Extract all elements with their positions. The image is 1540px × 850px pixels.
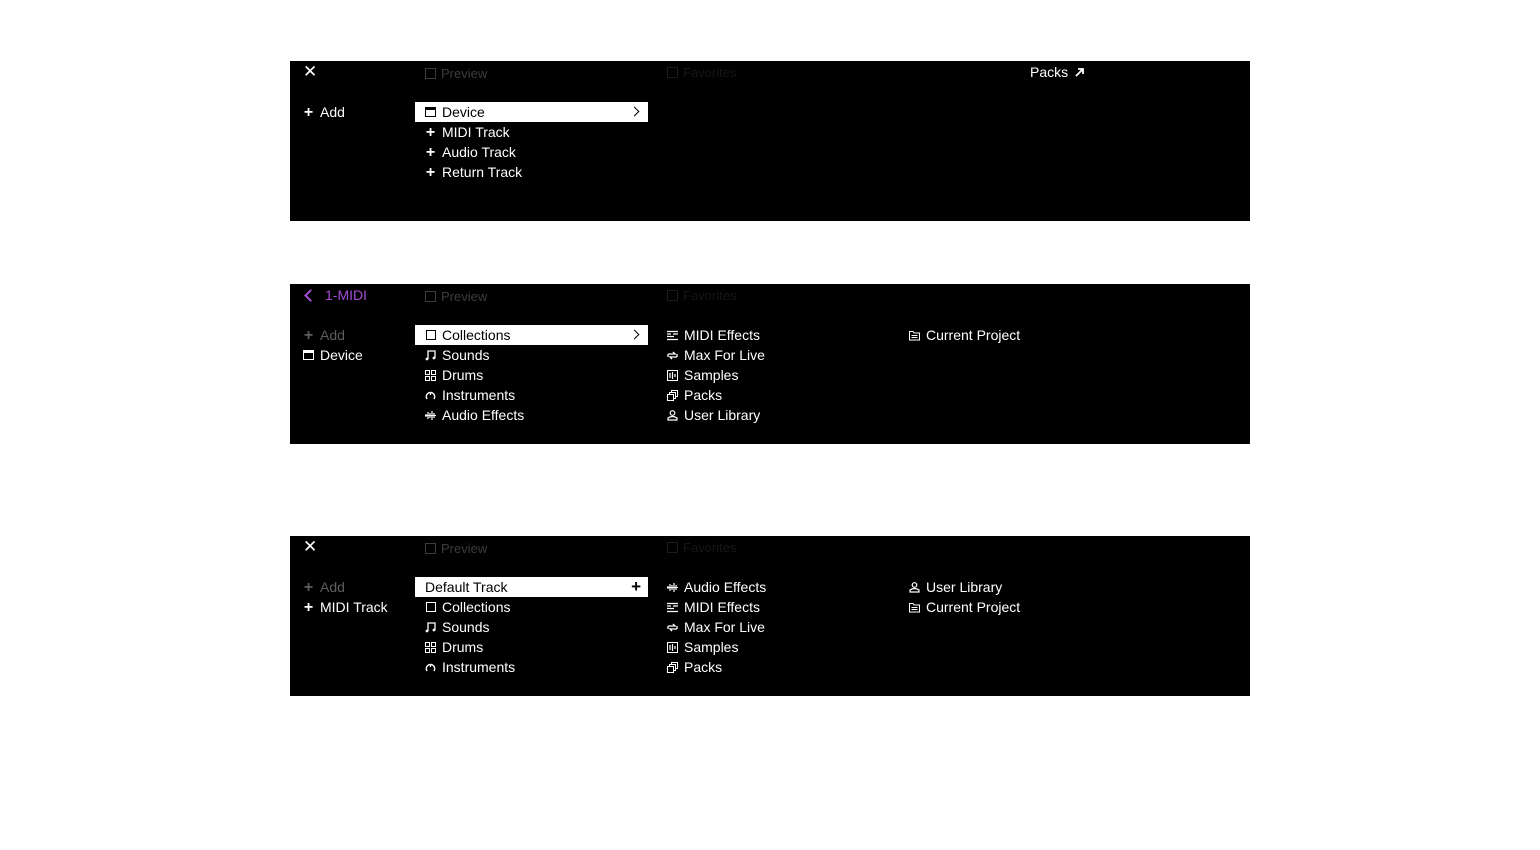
breadcrumb-column bbox=[303, 325, 363, 365]
plus-icon: + bbox=[631, 577, 641, 596]
midi-track-label: MIDI Track bbox=[320, 599, 388, 615]
category-list-2 bbox=[657, 325, 887, 425]
category-label: Packs bbox=[684, 387, 723, 403]
current-project-icon bbox=[909, 330, 920, 341]
category-label: User Library bbox=[684, 407, 761, 423]
packs-link-label: Packs bbox=[1030, 64, 1069, 80]
category-audio-effects[interactable] bbox=[657, 577, 887, 597]
chevron-right-icon bbox=[630, 330, 640, 340]
category-audio-effects[interactable] bbox=[415, 405, 648, 425]
samples-icon bbox=[667, 642, 678, 653]
category-label: Instruments bbox=[442, 659, 516, 675]
current-project-icon bbox=[909, 602, 920, 613]
packs-link[interactable] bbox=[1030, 63, 1085, 81]
category-label: Max For Live bbox=[684, 619, 765, 635]
category-collections[interactable] bbox=[415, 325, 648, 345]
device-label: Device bbox=[320, 347, 363, 363]
midi-effects-icon bbox=[667, 602, 678, 613]
add-label: Add bbox=[320, 327, 345, 343]
chevron-right-icon bbox=[630, 107, 640, 117]
add-menu-list bbox=[415, 102, 648, 182]
category-packs[interactable] bbox=[657, 657, 887, 677]
midi-effects-icon bbox=[667, 330, 678, 341]
category-midi-effects[interactable] bbox=[657, 325, 887, 345]
plus-icon: + bbox=[303, 598, 314, 616]
category-list bbox=[415, 577, 648, 677]
category-samples[interactable] bbox=[657, 637, 887, 657]
arrow-up-right-icon bbox=[1074, 67, 1085, 78]
max-for-live-icon bbox=[667, 350, 678, 361]
sounds-icon bbox=[425, 350, 436, 361]
drums-icon bbox=[425, 642, 436, 653]
menu-item-label: Device bbox=[442, 104, 485, 120]
favorites-toggle[interactable] bbox=[667, 287, 736, 303]
category-label: MIDI Effects bbox=[684, 327, 760, 343]
category-label: Instruments bbox=[442, 387, 516, 403]
collections-icon bbox=[425, 330, 436, 341]
collections-icon bbox=[425, 602, 436, 613]
category-sounds[interactable] bbox=[415, 345, 648, 365]
back-label: 1-MIDI bbox=[325, 287, 367, 303]
preview-toggle[interactable] bbox=[425, 65, 487, 81]
sounds-icon bbox=[425, 622, 436, 633]
preview-toggle[interactable] bbox=[425, 288, 487, 304]
category-packs[interactable] bbox=[657, 385, 887, 405]
category-label: Current Project bbox=[926, 599, 1021, 615]
category-label: Collections bbox=[442, 599, 511, 615]
category-samples[interactable] bbox=[657, 365, 887, 385]
audio-effects-icon bbox=[667, 582, 678, 593]
back-button[interactable] bbox=[303, 286, 367, 304]
menu-item-label: Audio Track bbox=[442, 144, 516, 160]
preview-label: Preview bbox=[441, 65, 488, 81]
midi-track-browser-panel bbox=[290, 536, 1250, 696]
category-max-for-live[interactable] bbox=[657, 345, 887, 365]
samples-icon bbox=[667, 370, 678, 381]
category-list-2 bbox=[657, 577, 887, 677]
breadcrumb-column bbox=[303, 577, 388, 617]
device-icon bbox=[425, 107, 436, 118]
device-icon bbox=[303, 350, 314, 361]
menu-item-audio-track[interactable] bbox=[415, 142, 648, 162]
plus-icon: + bbox=[425, 123, 436, 141]
menu-item-return-track[interactable] bbox=[415, 162, 648, 182]
max-for-live-icon bbox=[667, 622, 678, 633]
category-drums[interactable] bbox=[415, 365, 648, 385]
add-label: Add bbox=[320, 104, 345, 120]
category-instruments[interactable] bbox=[415, 657, 648, 677]
favorites-label: Favorites bbox=[683, 287, 737, 303]
audio-effects-icon bbox=[425, 410, 436, 421]
category-label: MIDI Effects bbox=[684, 599, 760, 615]
category-label: Drums bbox=[442, 639, 484, 655]
preview-label: Preview bbox=[441, 540, 488, 556]
user-library-icon bbox=[667, 410, 678, 421]
plus-icon: + bbox=[425, 163, 436, 181]
favorites-toggle[interactable] bbox=[667, 539, 736, 555]
add-item[interactable] bbox=[303, 577, 388, 597]
checkbox-icon bbox=[425, 543, 436, 554]
drums-icon bbox=[425, 370, 436, 381]
category-label: Samples bbox=[684, 639, 739, 655]
midi-track-item[interactable] bbox=[303, 597, 388, 617]
add-label: Add bbox=[320, 579, 345, 595]
category-current-project[interactable] bbox=[899, 325, 1129, 345]
checkbox-icon bbox=[425, 68, 436, 79]
favorites-toggle[interactable] bbox=[667, 64, 736, 80]
default-track-item[interactable] bbox=[415, 577, 648, 597]
category-label: Audio Effects bbox=[684, 579, 767, 595]
packs-icon bbox=[667, 390, 678, 401]
packs-icon bbox=[667, 662, 678, 673]
menu-item-device[interactable] bbox=[415, 102, 648, 122]
category-label: Sounds bbox=[442, 347, 490, 363]
menu-item-label: Return Track bbox=[442, 164, 523, 180]
close-icon: ✕ bbox=[303, 537, 318, 556]
user-library-icon bbox=[909, 582, 920, 593]
category-max-for-live[interactable] bbox=[657, 617, 887, 637]
category-current-project[interactable] bbox=[899, 597, 1129, 617]
plus-icon: + bbox=[303, 326, 314, 344]
category-label: Sounds bbox=[442, 619, 490, 635]
device-item[interactable] bbox=[303, 345, 363, 365]
category-user-library[interactable] bbox=[899, 577, 1129, 597]
menu-item-midi-track[interactable] bbox=[415, 122, 648, 142]
favorites-label: Favorites bbox=[683, 539, 737, 555]
close-button[interactable] bbox=[303, 538, 317, 556]
preview-label: Preview bbox=[441, 288, 488, 304]
checkbox-icon bbox=[667, 290, 678, 301]
category-label: Samples bbox=[684, 367, 739, 383]
checkbox-icon bbox=[667, 67, 678, 78]
plus-icon: + bbox=[425, 143, 436, 161]
plus-icon: + bbox=[303, 103, 314, 121]
category-label: Default Track bbox=[425, 579, 508, 595]
category-label: Packs bbox=[684, 659, 723, 675]
category-label: Audio Effects bbox=[442, 407, 525, 423]
category-label: User Library bbox=[926, 579, 1003, 595]
category-collections[interactable] bbox=[415, 597, 648, 617]
category-label: Collections bbox=[442, 327, 511, 343]
device-browser-panel bbox=[290, 284, 1250, 444]
category-drums[interactable] bbox=[415, 637, 648, 657]
category-user-library[interactable] bbox=[657, 405, 887, 425]
preview-toggle[interactable] bbox=[425, 540, 487, 556]
plus-icon: + bbox=[303, 578, 314, 596]
checkbox-icon bbox=[667, 542, 678, 553]
category-list bbox=[415, 325, 648, 425]
close-icon: ✕ bbox=[303, 62, 318, 81]
category-label: Max For Live bbox=[684, 347, 765, 363]
favorites-label: Favorites bbox=[683, 64, 737, 80]
category-label: Drums bbox=[442, 367, 484, 383]
close-button[interactable] bbox=[303, 63, 317, 81]
add-item[interactable] bbox=[303, 102, 345, 122]
category-list-3 bbox=[899, 325, 1129, 345]
menu-item-label: MIDI Track bbox=[442, 124, 510, 140]
instruments-icon bbox=[425, 390, 436, 401]
checkbox-icon bbox=[425, 291, 436, 302]
breadcrumb-column bbox=[303, 102, 345, 122]
category-label: Current Project bbox=[926, 327, 1021, 343]
category-list-3 bbox=[899, 577, 1129, 617]
add-item[interactable] bbox=[303, 325, 363, 345]
category-sounds[interactable] bbox=[415, 617, 648, 637]
category-midi-effects[interactable] bbox=[657, 597, 887, 617]
add-menu-panel bbox=[290, 61, 1250, 221]
instruments-icon bbox=[425, 662, 436, 673]
chevron-left-icon bbox=[304, 289, 317, 302]
category-instruments[interactable] bbox=[415, 385, 648, 405]
